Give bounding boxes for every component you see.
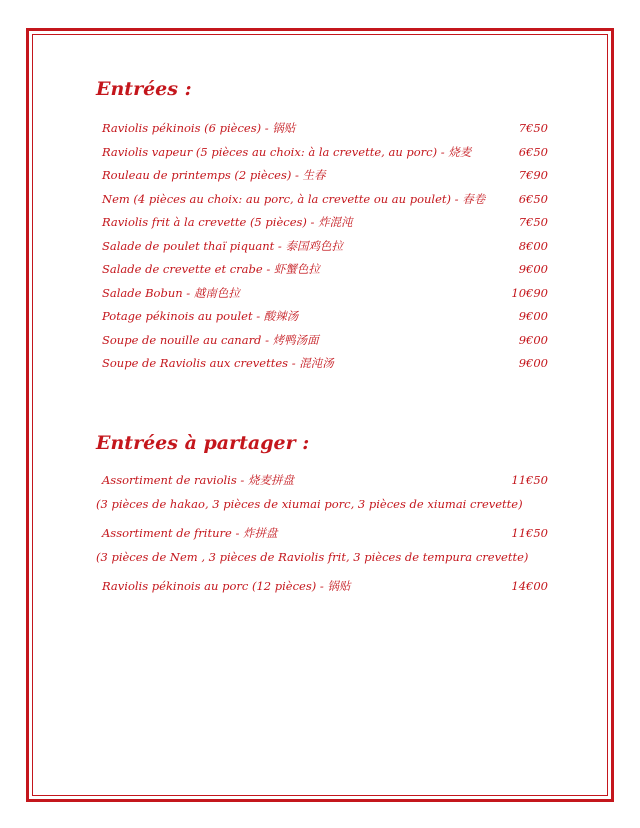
entrees-list <box>96 117 548 376</box>
item-price: 14€00 <box>511 578 548 593</box>
menu-item <box>102 211 548 235</box>
item-price: 9€00 <box>518 262 548 276</box>
section-title-entrees: Entrées : <box>96 78 192 100</box>
item-name: Raviolis vapeur (5 pièces au choix: à la crevette, au porc) - 烧麦 <box>102 144 472 159</box>
entrees-a-partager-list <box>96 468 548 598</box>
menu-item <box>102 258 548 282</box>
menu-item <box>102 468 548 492</box>
menu-item <box>102 282 548 306</box>
item-name: Assortiment de raviolis - 烧麦拼盘 <box>102 472 294 487</box>
menu-item <box>102 141 548 165</box>
menu-item-detail <box>96 545 548 569</box>
item-price: 7€90 <box>518 168 548 182</box>
item-name: Salade Bobun - 越南色拉 <box>102 285 240 300</box>
item-name: Assortiment de friture - 炸拼盘 <box>102 525 278 540</box>
menu-item <box>102 305 548 329</box>
menu-item <box>102 521 548 545</box>
item-price: 8€00 <box>518 238 548 253</box>
menu-item <box>102 117 548 141</box>
item-price: 9€00 <box>518 309 548 323</box>
menu-item <box>102 164 548 188</box>
menu-item <box>102 329 548 353</box>
section-title-entrees-a-partager: Entrées à partager : <box>96 431 310 454</box>
item-detail: (3 pièces de hakao, 3 pièces de xiumai porc, 3 pièces de xiumai crevette) <box>96 496 523 511</box>
item-name: Raviolis pékinois au porc (12 pièces) - 锅贴 <box>102 578 351 593</box>
item-name: Salade de crevette et crabe - 虾蟹色拉 <box>102 262 320 276</box>
item-name: Salade de poulet thaï piquant - 泰国鸡色拉 <box>102 238 343 253</box>
menu-item <box>102 352 548 376</box>
menu-item <box>102 235 548 259</box>
item-name: Raviolis pékinois (6 pièces) - 锅贴 <box>102 121 296 135</box>
item-price: 7€50 <box>518 215 548 229</box>
menu-item <box>102 188 548 212</box>
item-price: 6€50 <box>518 191 548 206</box>
item-price: 7€50 <box>518 121 548 135</box>
item-name: Potage pékinois au poulet - 酸辣汤 <box>102 309 299 323</box>
item-price: 6€50 <box>518 144 548 159</box>
item-name: Nem (4 pièces au choix: au porc, à la crevette ou au poulet) - 春卷 <box>102 191 486 206</box>
item-detail: (3 pièces de Nem , 3 pièces de Raviolis frit, 3 pièces de tempura crevette) <box>96 549 529 564</box>
menu-item <box>102 574 548 598</box>
item-name: Soupe de nouille au canard - 烤鸭汤面 <box>102 332 319 347</box>
item-price: 9€00 <box>518 356 548 370</box>
menu-item-detail <box>96 492 548 516</box>
menu-content <box>96 76 548 598</box>
item-name: Soupe de Raviolis aux crevettes - 混沌汤 <box>102 356 334 370</box>
item-name: Rouleau de printemps (2 pièces) - 生春 <box>102 168 326 182</box>
item-price: 11€50 <box>511 525 548 540</box>
item-name: Raviolis frit à la crevette (5 pièces) - 炸混沌 <box>102 215 353 229</box>
item-price: 9€00 <box>518 332 548 347</box>
item-price: 10€90 <box>511 285 548 300</box>
item-price: 11€50 <box>511 472 548 487</box>
